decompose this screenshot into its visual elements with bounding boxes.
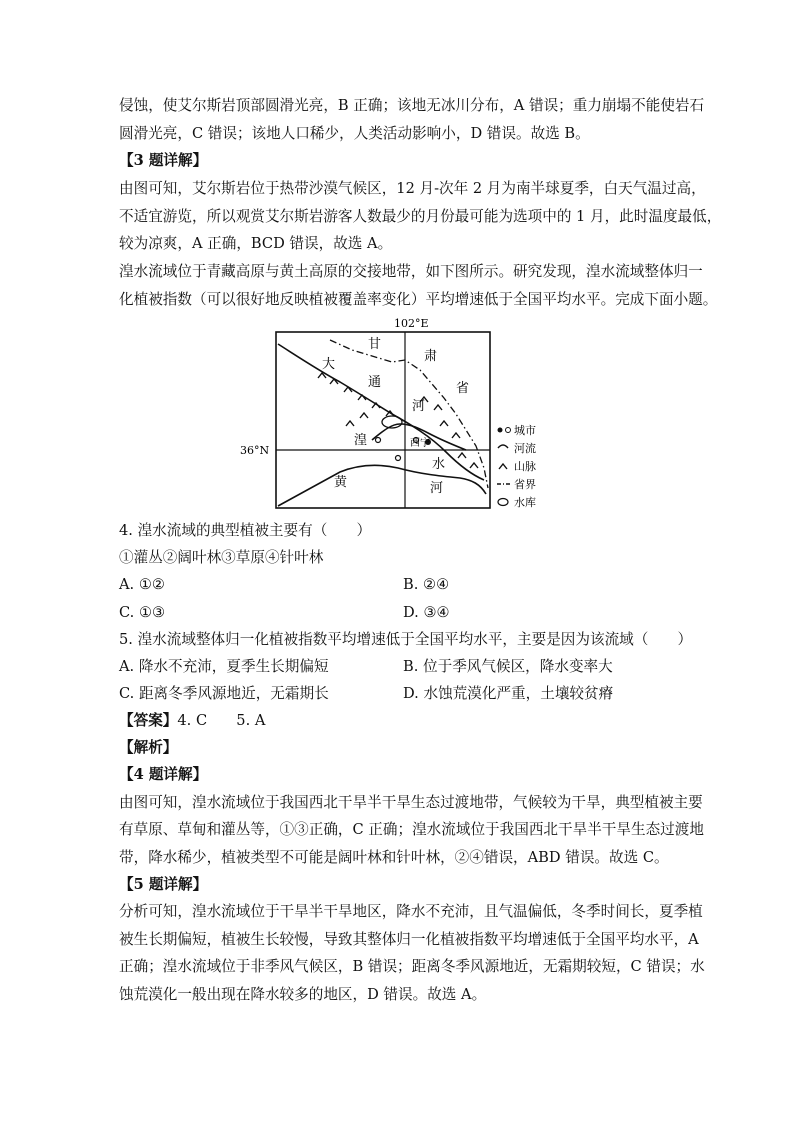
q5-heading: 【5 题详解】 bbox=[119, 876, 208, 893]
map-label: 省 bbox=[456, 381, 470, 396]
q5-option-c: C. 距离冬季风源地近，无霜期长 bbox=[119, 685, 329, 702]
map-label: 大 bbox=[322, 357, 336, 372]
huangshui-map bbox=[0, 318, 794, 518]
q3-heading: 【3 题详解】 bbox=[119, 152, 208, 169]
text-line: 正确；湟水流域位于非季风气候区，B 错误；距离冬季风源地近，无霜期较短，C 错误；水 bbox=[119, 958, 705, 975]
map-legend bbox=[497, 424, 536, 509]
intro-line: 化植被指数（可以很好地反映植被覆盖率变化）平均增速低于全国平均水平。完成下面小题。 bbox=[119, 291, 718, 308]
city-icon bbox=[498, 428, 511, 433]
q5-option-a: A. 降水不充沛，夏季生长期偏短 bbox=[119, 658, 329, 675]
text-line: 较为凉爽，A 正确，BCD 错误，故选 A。 bbox=[119, 235, 393, 252]
text-line: 带，降水稀少，植被类型不可能是阔叶林和针叶林，②④错误，ABD 错误。故选 C。 bbox=[119, 849, 669, 866]
map-label: 肃 bbox=[424, 349, 438, 364]
text-line: 蚀荒漠化一般出现在降水较多的地区，D 错误。故选 A。 bbox=[119, 986, 487, 1003]
reservoir-icon bbox=[498, 499, 508, 506]
map-label: 甘 bbox=[368, 337, 382, 352]
legend-label: 省界 bbox=[514, 478, 536, 491]
q5-stem: 5. 湟水流域整体归一化植被指数平均增速低于全国平均水平，主要是因为该流域（ ） bbox=[119, 631, 693, 648]
river-icon bbox=[498, 445, 508, 448]
legend-label: 城市 bbox=[514, 424, 536, 437]
text-line: 由图可知，艾尔斯岩位于热带沙漠气候区，12 月-次年 2 月为南半球夏季，白天气温过高， bbox=[119, 180, 706, 197]
province-border bbox=[330, 340, 488, 488]
legend-label: 山脉 bbox=[514, 460, 536, 473]
map-label: 河 bbox=[430, 481, 444, 496]
river-datong bbox=[278, 344, 484, 480]
intro-line: 湟水流域位于青藏高原与黄土高原的交接地带，如下图所示。研究发现，湟水流域整体归一 bbox=[119, 263, 703, 280]
q4-option-d: D. ③④ bbox=[403, 604, 450, 621]
q4-option-a: A. ①② bbox=[119, 576, 165, 593]
q5-option-b: B. 位于季风气候区，降水变率大 bbox=[403, 658, 613, 675]
lon-label: 102°E bbox=[394, 318, 429, 330]
map-label: 通 bbox=[368, 375, 382, 390]
map-label: 西宁 bbox=[410, 438, 430, 449]
q4-heading: 【4 题详解】 bbox=[119, 766, 208, 783]
map-label: 黄 bbox=[334, 475, 348, 490]
q5-option-d: D. 水蚀荒漠化严重，土壤较贫瘠 bbox=[403, 685, 614, 702]
legend-label: 水库 bbox=[514, 496, 536, 509]
map-label: 水 bbox=[432, 457, 446, 472]
map-label: 河 bbox=[412, 399, 426, 414]
text-line: 不适宜游览，所以观赏艾尔斯岩游客人数最少的月份最可能为选项中的 1 月，此时温度最低， bbox=[119, 208, 722, 225]
legend-label: 河流 bbox=[514, 442, 536, 455]
city-dot bbox=[376, 438, 381, 443]
text-line: 被生长期偏短，植被生长较慢，导致其整体归一化植被指数平均增速低于全国平均水平，A bbox=[119, 931, 699, 948]
q4-sub: ①灌丛②阔叶林③草原④针叶林 bbox=[119, 549, 324, 566]
text-line: 由图可知，湟水流域位于我国西北干旱半干旱生态过渡地带，气候较为干旱，典型植被主要 bbox=[119, 794, 703, 811]
lat-label: 36°N bbox=[240, 444, 270, 457]
text-line: 侵蚀，使艾尔斯岩顶部圆滑光亮，B 正确；该地无冰川分布，A 错误；重力崩塌不能使岩石 bbox=[119, 97, 705, 114]
answer-line: 【答案】4. C 5. A bbox=[119, 712, 266, 729]
map-label: 湟 bbox=[354, 433, 368, 448]
river-huanghe bbox=[278, 465, 486, 506]
mountain-ranges bbox=[318, 373, 478, 468]
mountain-icon bbox=[499, 464, 507, 469]
q4-option-c: C. ①③ bbox=[119, 604, 166, 621]
text-line: 有草原、草甸和灌丛等，①③正确，C 正确；湟水流域位于我国西北干旱半干旱生态过渡地 bbox=[119, 821, 704, 838]
city-dot bbox=[396, 456, 401, 461]
analysis-heading: 【解析】 bbox=[119, 739, 178, 756]
q4-stem: 4. 湟水流域的典型植被主要有（ ） bbox=[119, 522, 372, 539]
text-line: 圆滑光亮，C 错误；该地人口稀少，人类活动影响小，D 错误。故选 B。 bbox=[119, 125, 590, 142]
text-line: 分析可知，湟水流域位于干旱半干旱地区，降水不充沛，且气温偏低，冬季时间长，夏季植 bbox=[119, 903, 703, 920]
q4-option-b: B. ②④ bbox=[403, 576, 450, 593]
